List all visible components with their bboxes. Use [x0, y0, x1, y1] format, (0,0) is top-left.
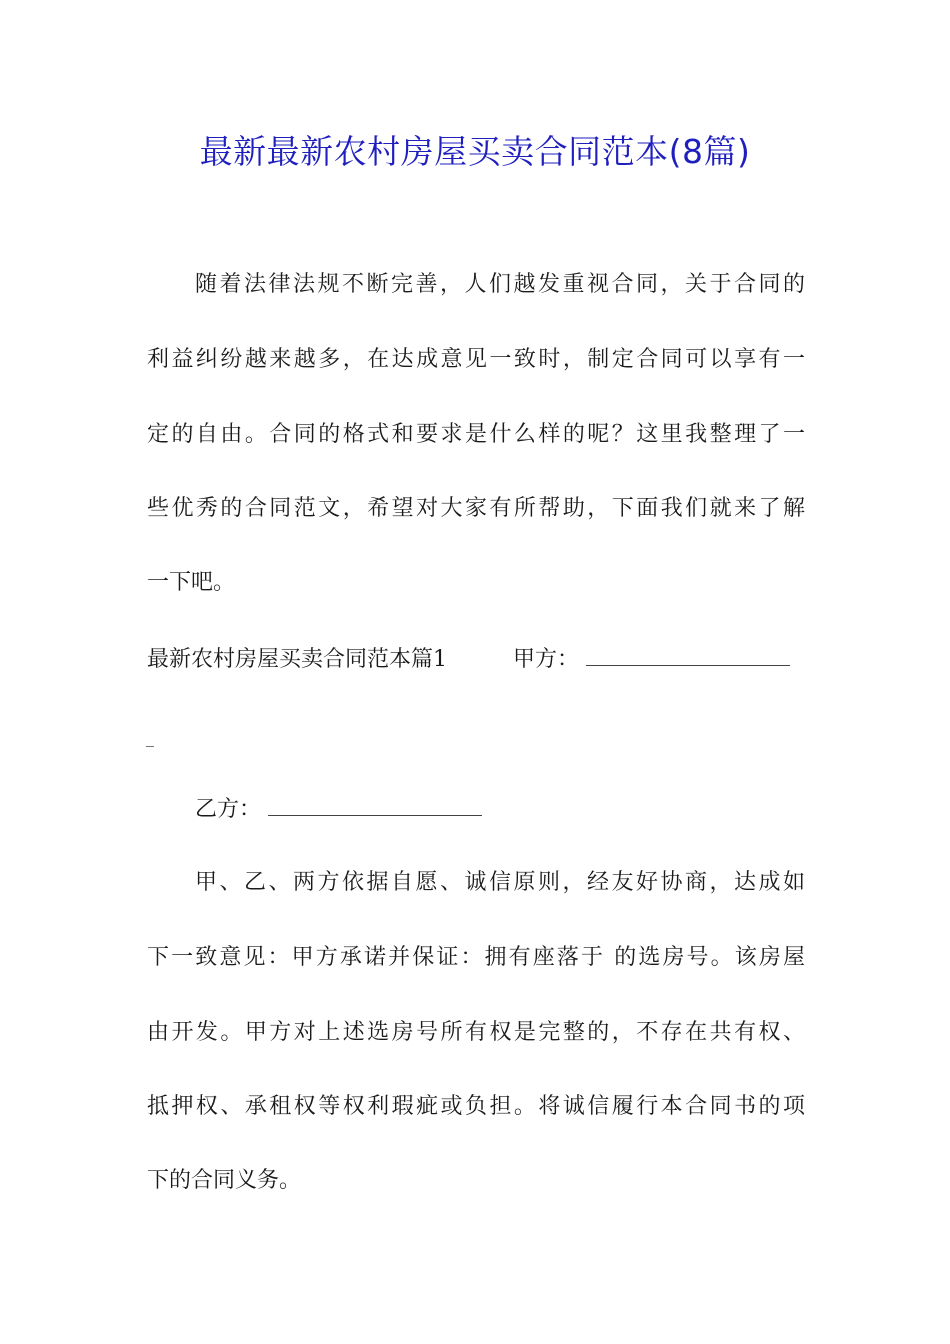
body-line-5: 下的合同义务。: [147, 1168, 302, 1193]
intro-line-2: 利益纠纷越来越多，在达成意见一致时，制定合同可以享有一: [147, 347, 805, 372]
intro-line-1: 随着法律法规不断完善，人们越发重视合同，关于合同的: [195, 272, 805, 297]
body-line-2: 下一致意见：甲方承诺并保证：拥有座落于 的选房号。该房屋: [147, 945, 805, 970]
document-title: 最新最新农村房屋买卖合同范本(8篇): [199, 132, 751, 171]
party-b-blank: [268, 795, 482, 816]
body-line-4: 抵押权、承租权等权利瑕疵或负担。将诚信履行本合同书的项: [147, 1094, 805, 1119]
party-a-blank-tail: _: [146, 728, 154, 747]
section-heading: 最新农村房屋买卖合同范本篇1: [147, 647, 447, 672]
section-heading-row: [147, 645, 790, 675]
intro-line-5: 一下吧。: [147, 570, 236, 595]
intro-line-4: 些优秀的合同范文，希望对大家有所帮助，下面我们就来了解: [147, 496, 805, 521]
party-b-label: 乙方：: [195, 797, 262, 822]
intro-line-3: 定的自由。合同的格式和要求是什么样的呢？这里我整理了一: [147, 422, 805, 447]
party-a-blank: [586, 645, 790, 666]
body-line-1: 甲、乙、两方依据自愿、诚信原则，经友好协商，达成如: [195, 870, 805, 895]
party-a-label: 甲方：: [513, 647, 580, 672]
body-line-3: 由开发。甲方对上述选房号所有权是完整的，不存在共有权、: [147, 1020, 805, 1045]
party-b-row: [195, 795, 482, 825]
